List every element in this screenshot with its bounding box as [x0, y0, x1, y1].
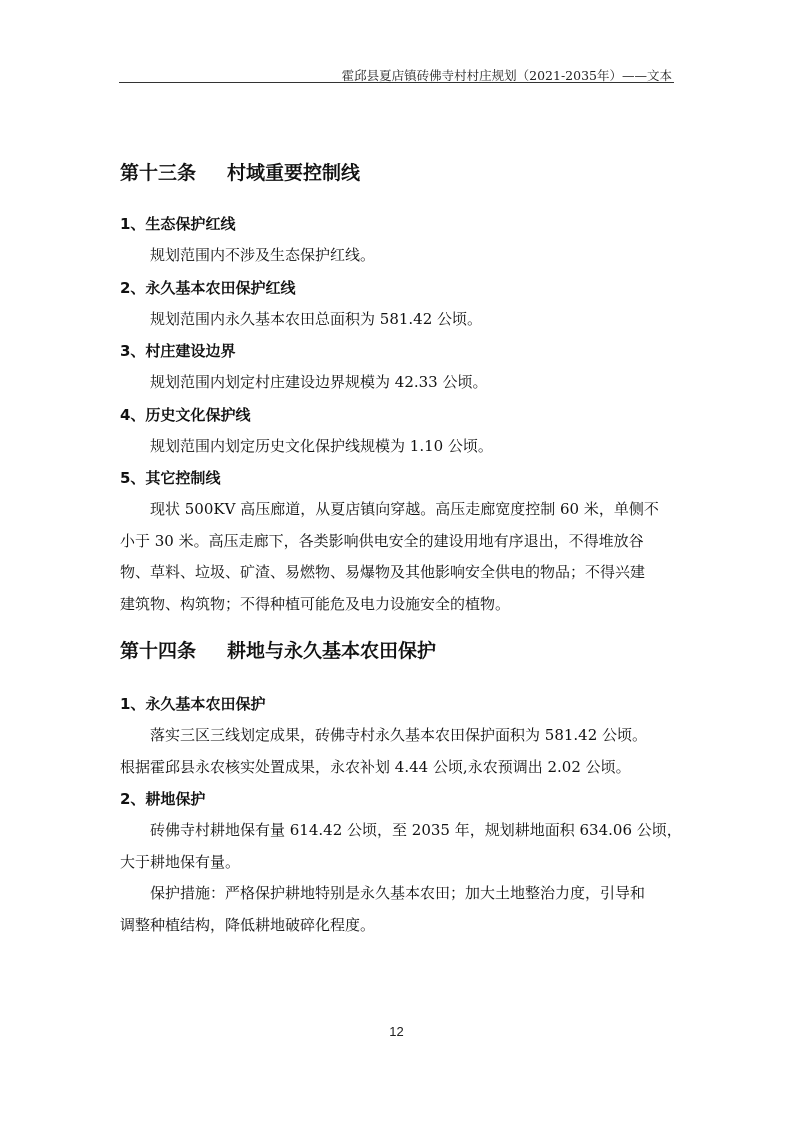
section-13-2-title: 2、永久基本农田保护红线	[120, 278, 296, 297]
section-13-4-text: 规划范围内划定历史文化保护线规模为 1.10 公顷。	[150, 436, 493, 455]
section-13-5-line-2: 小于 30 米。高压走廊下，各类影响供电安全的建设用地有序退出，不得堆放谷	[120, 531, 644, 550]
article-13-number: 第十三条	[120, 162, 197, 184]
section-13-5-line-3: 物、草料、垃圾、矿渣、易燃物、易爆物及其他影响安全供电的物品；不得兴建	[120, 563, 646, 581]
section-14-1-title: 1、永久基本农田保护	[120, 695, 266, 713]
section-14-2-line-1: 砖佛寺村耕地保有量 614.42 公顷，至 2035 年，规划耕地面积 634.06 公顷，	[150, 821, 682, 839]
article-14-heading	[120, 636, 676, 666]
article-13-title: 村域重要控制线	[227, 162, 361, 184]
section-14-2-title: 2、耕地保护	[120, 790, 206, 808]
section-13-5-title: 5、其它控制线	[120, 469, 221, 487]
article-14-title: 耕地与永久基本农田保护	[227, 640, 437, 662]
section-13-5-line-4: 建筑物、构筑物；不得种植可能危及电力设施安全的植物。	[120, 594, 511, 613]
section-13-4-title: 4、历史文化保护线	[120, 405, 251, 424]
page-number: 12	[389, 1024, 404, 1039]
section-14-2-line-4: 调整种植结构，降低耕地破碎化程度。	[120, 915, 376, 934]
section-13-2-text: 规划范围内永久基本农田总面积为 581.42 公顷。	[150, 309, 483, 328]
section-13-3-text: 规划范围内划定村庄建设边界规模为 42.33 公顷。	[150, 373, 488, 391]
page-body	[120, 158, 682, 941]
article-13-heading	[120, 158, 676, 188]
section-13-3-title: 3、村庄建设边界	[120, 342, 236, 360]
section-14-1-line-1: 落实三区三线划定成果，砖佛寺村永久基本农田保护面积为 581.42 公顷。	[150, 726, 648, 744]
article-14-number: 第十四条	[120, 640, 197, 662]
section-13-1-text: 规划范围内不涉及生态保护红线。	[150, 246, 376, 264]
section-13-1-title: 1、生态保护红线	[120, 215, 236, 233]
section-13-5-line-1: 现状 500KV 高压廊道，从夏店镇向穿越。高压走廊宽度控制 60 米，单侧不	[150, 500, 659, 518]
section-14-2-line-2: 大于耕地保有量。	[120, 852, 241, 871]
section-14-2-line-3: 保护措施：严格保护耕地特别是永久基本农田；加大土地整治力度，引导和	[150, 884, 646, 902]
running-header: 霍邱县夏店镇砖佛寺村村庄规划（2021-2035年）——文本	[341, 68, 672, 83]
header-divider	[119, 82, 674, 83]
section-14-1-line-2: 根据霍邱县永农核实处置成果，永农补划 4.44 公顷,永农预调出 2.02 公顷。	[120, 757, 631, 776]
